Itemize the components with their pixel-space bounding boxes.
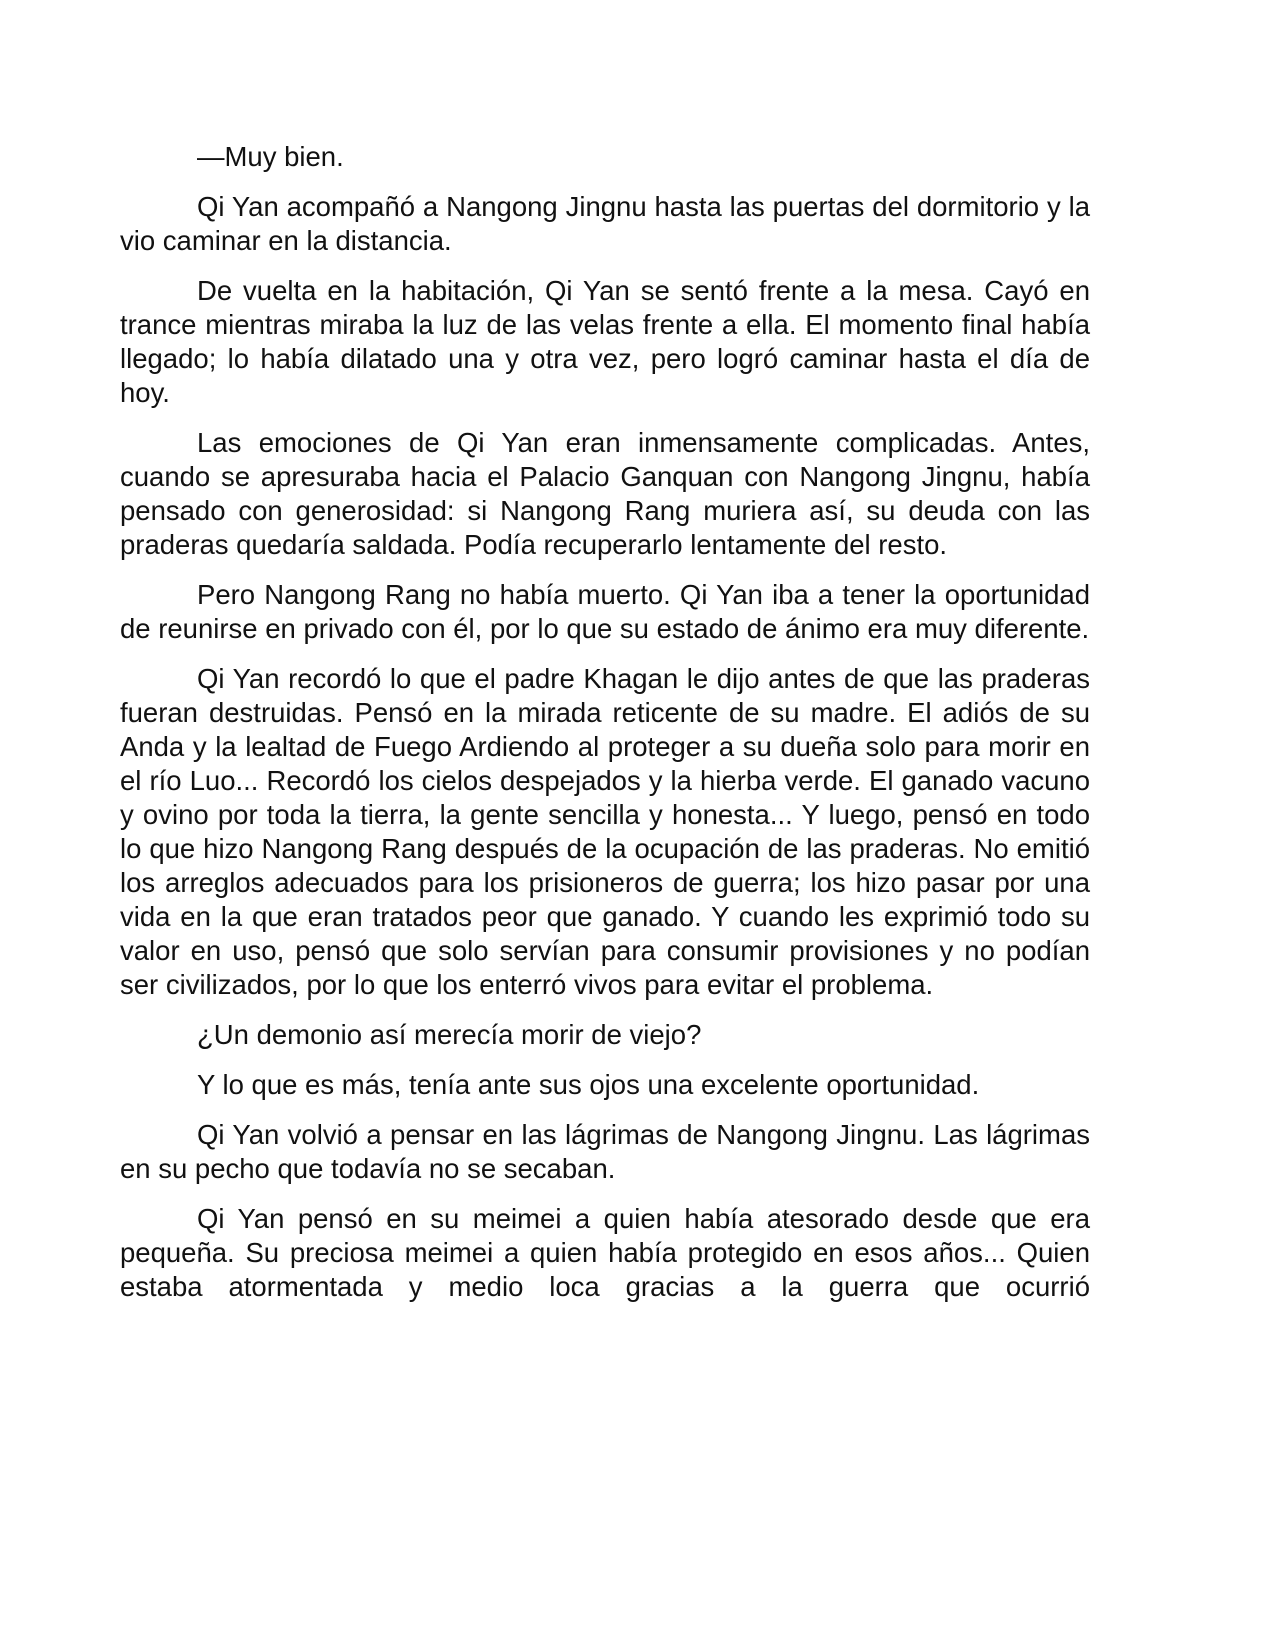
paragraph: —Muy bien. [197, 141, 344, 172]
body-text [120, 140, 1090, 1304]
paragraph: Qi Yan volvió a pensar en las lágrimas de Nangong Jingnu. Las lágrimas en su pecho que todavía no se secaban. [120, 1119, 1090, 1184]
paragraph: Qi Yan pensó en su meimei a quien había atesorado desde que era pequeña. Su preciosa meimei a quien había protegido en esos años... Quien estaba atormentada y medio loca gracias a la guerra que ocurrió [120, 1203, 1090, 1302]
paragraph: Pero Nangong Rang no había muerto. Qi Yan iba a tener la oportunidad de reunirse en privado con él, por lo que su estado de ánimo era muy diferente. [120, 579, 1090, 644]
paragraph: Las emociones de Qi Yan eran inmensamente complicadas. Antes, cuando se apresuraba hacia el Palacio Ganquan con Nangong Jingnu, había pensado con generosidad: si Nangong Rang muriera así, su deuda con las praderas quedaría saldada. Podía recuperarlo lentamente del resto. [120, 427, 1090, 560]
paragraph: Qi Yan recordó lo que el padre Khagan le dijo antes de que las praderas fueran destruidas. Pensó en la mirada reticente de su madre. El adiós de su Anda y la lealtad de Fuego Ardiendo al proteger a su dueña solo para morir en el río Luo... Recordó los cielos despejados y la hierba verde. El ganado vacuno y ovino por toda la tierra, la gente sencilla y honesta... Y luego, pensó en todo lo que hizo Nangong Rang después de la ocupación de las praderas. No emitió los arreglos adecuados para los prisioneros de guerra; los hizo pasar por una vida en la que eran tratados peor que ganado. Y cuando les exprimió todo su valor en uso, pensó que solo servían para consumir provisiones y no podían ser civilizados, por lo que los enterró vivos para evitar el problema. [120, 663, 1090, 1000]
paragraph: De vuelta en la habitación, Qi Yan se sentó frente a la mesa. Cayó en trance mientras miraba la luz de las velas frente a ella. El momento final había llegado; lo había dilatado una y otra vez, pero logró caminar hasta el día de hoy. [120, 275, 1090, 408]
paragraph: ¿Un demonio así merecía morir de viejo? [197, 1019, 702, 1050]
paragraph: Y lo que es más, tenía ante sus ojos una excelente oportunidad. [197, 1069, 980, 1100]
paragraph: Qi Yan acompañó a Nangong Jingnu hasta las puertas del dormitorio y la vio caminar en la distancia. [120, 191, 1090, 256]
